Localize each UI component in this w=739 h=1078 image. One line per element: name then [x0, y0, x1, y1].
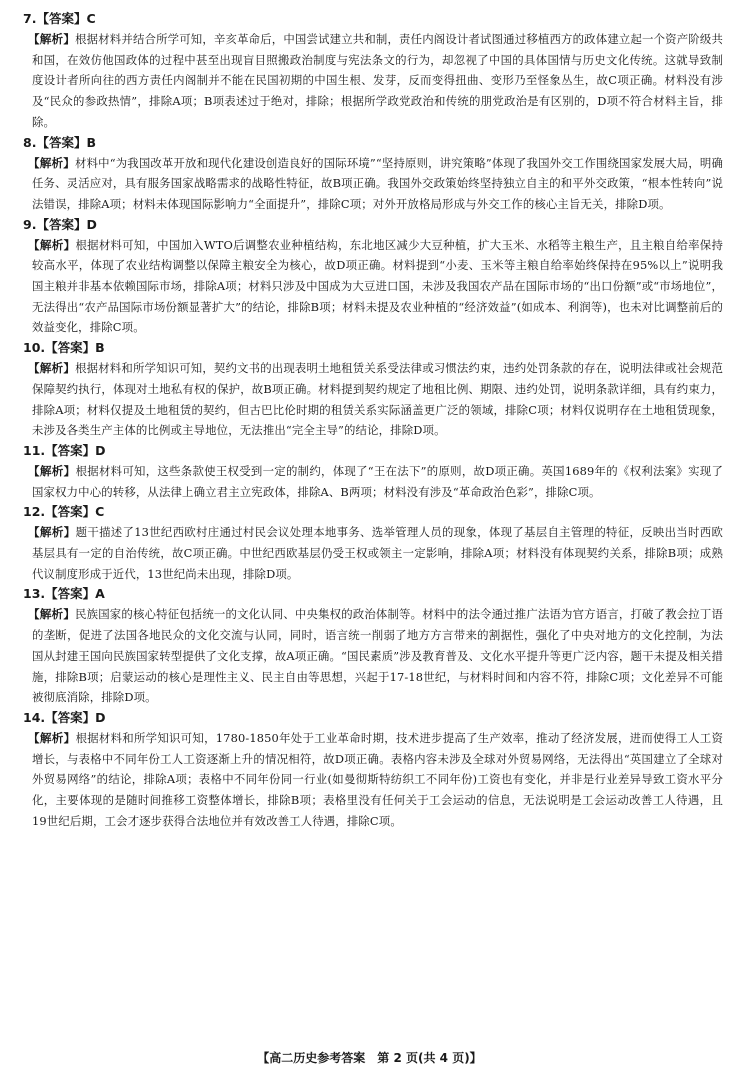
question-12: [23, 502, 723, 584]
answer-value: C: [95, 504, 105, 520]
explanation-label: 【解析】: [28, 32, 76, 46]
question-number: 9.: [23, 216, 37, 232]
explanation: [28, 358, 723, 441]
explanation-text: 民族国家的核心特征包括统一的文化认同、中央集权的政治体制等。材料中的法令通过推广法语为官方语言，打破了教会拉丁语的垄断，促进了法国各地民众的文化交流与认同，同时，语言统一削弱了地方方言带来的割据性，强化了中央对地方的文化控制，为法国从封建王国向民族国家转型提供了文化支撑，故A项正确。“国民素质”涉及教育普及、文化水平提升等更广泛内容，题干未提及相关措施，排除B项；启蒙运动的核心是理性主义、民主自由等思想，兴起于17-18世纪，与材料时间和内容不符，排除C项；文化差异不可能被彻底消除，排除D项。: [32, 607, 723, 705]
page-footer: 【高二历史参考答案 第 2 页(共 4 页)】: [257, 1051, 482, 1065]
explanation-label: 【解析】: [28, 525, 76, 540]
answer-line: [23, 9, 723, 29]
answer-line: [23, 441, 723, 461]
question-9: [23, 215, 724, 339]
question-number: 7.: [23, 11, 37, 26]
explanation-text: 根据材料可知，中国加入WTO后调整农业种植结构，东北地区减少大豆种植，扩大玉米、水稻等主粮生产，且主粮自给率保持较高水平，体现了农业结构调整以保障主粮安全为核心，故D项正确。材料提到“小麦、玉米等主粮自给率始终保持在95%以上”说明我国主粮并非基本依赖国际市场，排除A项；材料只涉及中国成为大豆进口国，未涉及我国农产品在国际市场的“出口份额”或“市场地位”，无法得出“农产品国际市场份额显著扩大”的结论，排除B项；材料未提及农业种植的“经济效益”(如成本、利润等)，也未对比调整前后的效益变化，排除C项。: [32, 237, 724, 335]
explanation-label: 【解析】: [28, 607, 76, 622]
answer-value: B: [95, 340, 105, 356]
answer-line: [23, 215, 723, 235]
explanation-text: 根据材料并结合所学可知，辛亥革命后，中国尝试建立共和制，责任内阁设计者试图通过移植西方的政体建立起一个资产阶级共和国，在效仿他国政体的过程中甚至出现盲目照搬政治制度与宪法条文的行为，却忽视了中国的具体国情与历史文化传统。这就导致制度设计者所向往的西方责任内阁制并不能在民国初期的中国生根、发芽，反而变得扭曲、变形乃至怪象丛生，故C项正确。材料没有涉及“民众的参政热情”，排除A项；B项表述过于绝对，排除；根据所学政党政治和传统的朋党政治是有区别的，D项不符合材料主旨，排除。: [32, 32, 723, 129]
question-14: [23, 708, 723, 832]
question-11: [23, 441, 723, 502]
answer-label: 【答案】: [45, 504, 96, 520]
question-10: [23, 338, 723, 441]
question-number: 10.: [23, 340, 46, 356]
question-8: [23, 133, 723, 215]
explanation-label: 【解析】: [28, 155, 76, 170]
explanation-text: 根据材料可知，这些条款使王权受到一定的制约，体现了“王在法下”的原则，故D项正确。英国1689年的《权利法案》实现了国家权力中心的转移，从法律上确立君主立宪政体，排除A、B两项；材料没有涉及“革命政治色彩”，排除C项。: [32, 463, 723, 499]
explanation-text: 材料中“为我国改革开放和现代化建设创造良好的国际环境”“坚持原则，讲究策略”体现了我国外交工作围绕国家发展大局，明确任务、灵活应对，具有服务国家战略需求的战略性特征，故B项正确。我国外交政策始终坚持独立自主的和平外交政策，“根本性转向”说法错误，排除A项；材料未体现国际影响力“全面提升”，排除C项；对外开放格局形成与外交工作的核心主旨无关，排除D项。: [32, 155, 723, 211]
answer-value: A: [95, 586, 105, 602]
question-number: 14.: [23, 709, 46, 725]
explanation-label: 【解析】: [28, 463, 76, 478]
explanation: [28, 29, 723, 133]
question-number: 8.: [23, 134, 37, 150]
answer-line: [23, 133, 723, 153]
explanation: [28, 461, 723, 502]
answer-value: B: [86, 134, 96, 150]
explanation-text: 根据材料和所学知识可知，1780-1850年处于工业革命时期，技术进步提高了生产效率，推动了经济发展，进而使得工人工资增长，与表格中不同年份工人工资逐渐上升的情况相符，故D项正确。表格内容未涉及全球对外贸易网络，无法得出“英国建立了全球对外贸易网络”的结论，排除A项；表格中不同年份同一行业(如曼彻斯特纺织工不同年份)工资也有变化，并非是行业差异导致工资水平分化，主要体现的是随时间推移工资整体增长，排除B项；表格里没有任何关于工会运动的信息，无法说明是工会运动改善工人待遇，且19世纪后期，工会才逐步获得合法地位并有效改善工人待遇，排除C项。: [32, 730, 723, 828]
question-number: 12.: [23, 504, 46, 520]
answer-label: 【答案】: [36, 216, 87, 232]
answer-label: 【答案】: [36, 11, 87, 26]
question-13: [23, 584, 723, 708]
answer-label: 【答案】: [36, 134, 87, 150]
explanation: [28, 235, 724, 339]
answer-value: D: [95, 442, 106, 458]
explanation-text: 题干描述了13世纪西欧村庄通过村民会议处理本地事务、选举管理人员的现象，体现了基层自主管理的特征，反映出当时西欧基层具有一定的自治传统，故C项正确。中世纪西欧基层仍受王权或领主一定影响，排除A项；材料没有体现契约关系，排除B项；成熟代议制度形成于近代，13世纪尚未出现，排除D项。: [32, 525, 723, 581]
answer-line: [23, 708, 723, 728]
answer-label: 【答案】: [45, 442, 96, 458]
answer-label: 【答案】: [45, 340, 96, 356]
answer-line: [23, 338, 723, 358]
explanation: [28, 604, 723, 708]
answer-value: C: [86, 11, 96, 26]
answer-line: [23, 502, 723, 522]
explanation-label: 【解析】: [28, 237, 76, 252]
question-number: 13.: [23, 586, 46, 602]
explanation: [28, 522, 723, 584]
explanation-label: 【解析】: [28, 361, 76, 376]
answer-value: D: [86, 216, 97, 232]
explanation-text: 根据材料和所学知识可知，契约文书的出现表明土地租赁关系受法律或习惯法约束，违约处罚条款的存在，说明法律或社会规范保障契约执行，体现对土地私有权的保护，故B项正确。材料提到契约规定了地租比例、期限、违约处罚，说明条款详细，具有约束力，排除A项；材料仅提及土地租赁的契约，但古巴比伦时期的租赁关系实际涵盖更广泛的领域，排除C项；材料仅说明存在土地租赁现象，未涉及各类生产主体的比例或主导地位，无法推出“完全主导”的结论，排除D项。: [32, 361, 723, 438]
answer-value: D: [95, 709, 106, 725]
answer-label: 【答案】: [45, 586, 96, 602]
answer-line: [23, 584, 723, 604]
explanation-label: 【解析】: [28, 730, 76, 745]
explanation: [28, 153, 723, 215]
question-number: 11.: [23, 442, 46, 458]
answer-label: 【答案】: [45, 709, 96, 725]
explanation: [28, 728, 723, 832]
question-7: [23, 9, 723, 133]
